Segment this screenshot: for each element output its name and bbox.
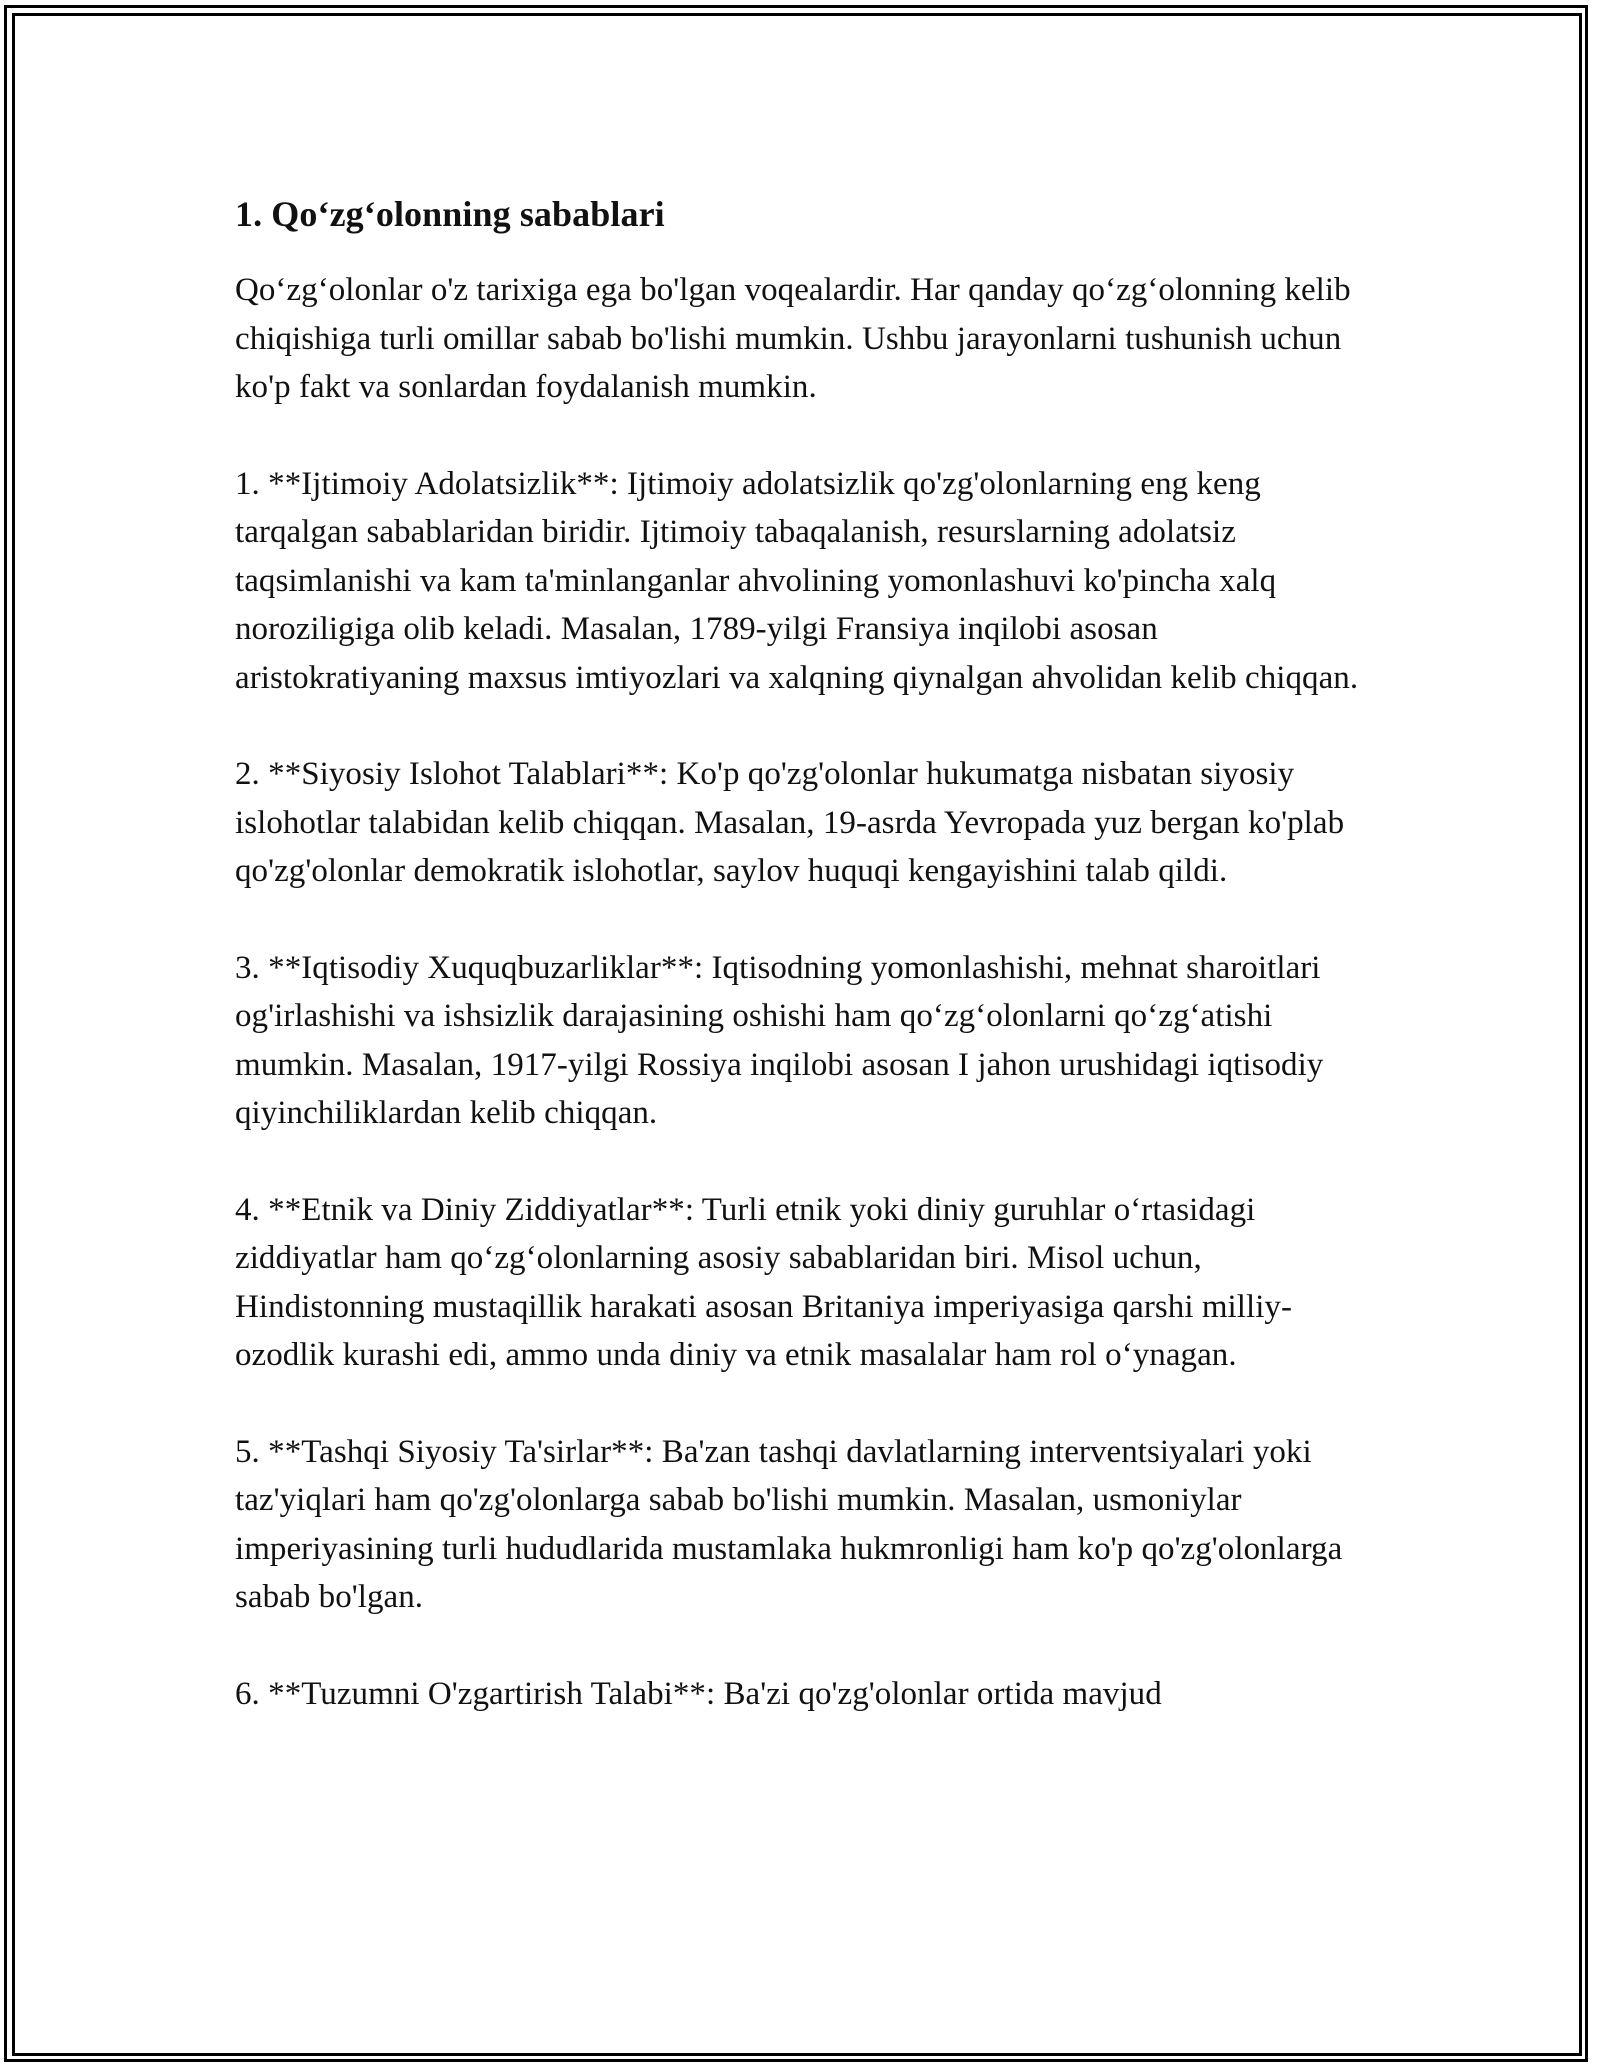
paragraph-ethnic-religious: 4. **Etnik va Diniy Ziddiyatlar**: Turli etnik yoki diniy guruhlar o‘rtasidagi ziddiyatlar ham qo‘zg‘olonlarning asosiy sabablaridan biri. Misol uchun, Hindistonning mustaqillik harakati asosan Britaniya imperiyasiga qarshi milliy-ozodlik kurashi edi, ammo unda diniy va etnik masalalar ham rol o‘ynagan. [235, 1191, 1293, 1373]
intro-paragraph: Qo‘zg‘olonlar o'z tarixiga ega bo'lgan voqealardir. Har qanday qo‘zg‘olonning kelib chiqishiga turli omillar sabab bo'lishi mumkin. Ushbu jarayonlarni tushunish uchun ko'p fakt va sonlardan foydalanish mumkin. [235, 272, 1351, 405]
paragraph-economic-violations: 3. **Iqtisodiy Xuquqbuzarliklar**: Iqtisodning yomonlashishi, mehnat sharoitlari og'irlashishi va ishsizlik darajasining oshishi ham qo‘zg‘olonlarni qo‘zg‘atishi mumkin. Masalan, 1917-yilgi Rossiya inqilobi asosan I jahon urushidagi iqtisodiy qiyinchiliklardan kelib chiqqan. [235, 949, 1324, 1131]
paragraph-foreign-influence: 5. **Tashqi Siyosiy Ta'sirlar**: Ba'zan tashqi davlatlarning interventsiyalari yoki taz'yiqlari ham qo'zg'olonlarga sabab bo'lishi mumkin. Masalan, usmoniylar imperiyasining turli hududlarida mustamlaka hukmronligi ham ko'p qo'zg'olonlarga sabab bo'lgan. [235, 1433, 1343, 1615]
section-heading: 1. Qo‘zg‘olonning sabablari [235, 194, 665, 234]
paragraph-regime-change: 6. **Tuzumni O'zgartirish Talabi**: Ba'zi qo'zg'olonlar ortida mavjud [235, 1675, 1162, 1712]
document-body [235, 186, 1375, 1766]
paragraph-social-injustice: 1. **Ijtimoiy Adolatsizlik**: Ijtimoiy adolatsizlik qo'zg'olonlarning eng keng tarqalgan sabablaridan biridir. Ijtimoiy tabaqalanish, resurslarning adolatsiz taqsimlanishi va kam ta'minlanganlar ahvolining yomonlashuvi ko'pincha xalq noroziligiga olib keladi. Masalan, 1789-yilgi Fransiya inqilobi asosan aristokratiyaning maxsus imtiyozlari va xalqning qiynalgan ahvolidan kelib chiqqan. [235, 465, 1359, 696]
paragraph-political-reform: 2. **Siyosiy Islohot Talablari**: Ko'p qo'zg'olonlar hukumatga nisbatan siyosiy islohotlar talabidan kelib chiqqan. Masalan, 19-asrda Yevropada yuz bergan ko'plab qo'zg'olonlar demokratik islohotlar, saylov huquqi kengayishini talab qildi. [235, 756, 1345, 889]
